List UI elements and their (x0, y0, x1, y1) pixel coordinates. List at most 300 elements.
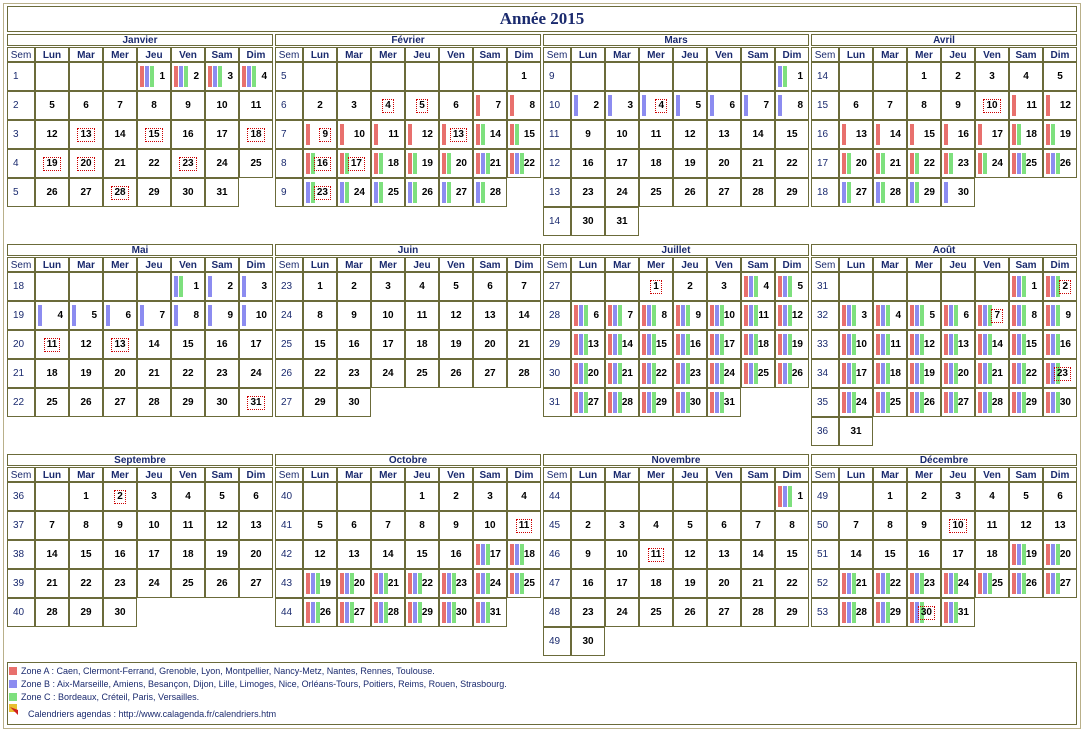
day-cell[interactable] (137, 120, 171, 149)
day-cell[interactable] (975, 540, 1009, 569)
day-cell[interactable] (405, 149, 439, 178)
day-cell[interactable] (1043, 511, 1077, 540)
day-cell[interactable] (371, 149, 405, 178)
day-cell[interactable] (103, 178, 137, 207)
day-cell[interactable] (405, 330, 439, 359)
day-cell[interactable] (69, 388, 103, 417)
day-cell[interactable] (371, 272, 405, 301)
day-cell[interactable] (775, 62, 809, 91)
day-cell[interactable] (303, 272, 337, 301)
day-cell[interactable] (103, 359, 137, 388)
day-cell[interactable] (707, 301, 741, 330)
day-cell[interactable] (707, 540, 741, 569)
day-cell[interactable] (571, 569, 605, 598)
day-cell[interactable] (907, 482, 941, 511)
day-cell[interactable] (69, 301, 103, 330)
day-cell[interactable] (337, 120, 371, 149)
day-cell[interactable] (941, 359, 975, 388)
day-cell[interactable] (171, 272, 205, 301)
day-cell[interactable] (873, 511, 907, 540)
day-cell[interactable] (405, 569, 439, 598)
day-cell[interactable] (473, 540, 507, 569)
day-cell[interactable] (1043, 388, 1077, 417)
day-cell[interactable] (673, 598, 707, 627)
day-cell[interactable] (873, 388, 907, 417)
day-cell[interactable] (405, 120, 439, 149)
day-cell[interactable] (775, 149, 809, 178)
day-cell[interactable] (605, 149, 639, 178)
day-cell[interactable] (337, 359, 371, 388)
day-cell[interactable] (439, 511, 473, 540)
day-cell[interactable] (337, 91, 371, 120)
day-cell[interactable] (673, 359, 707, 388)
day-cell[interactable] (941, 482, 975, 511)
day-cell[interactable] (673, 91, 707, 120)
day-cell[interactable] (707, 598, 741, 627)
day-cell[interactable] (337, 511, 371, 540)
day-cell[interactable] (205, 511, 239, 540)
day-cell[interactable] (35, 149, 69, 178)
day-cell[interactable] (707, 388, 741, 417)
day-cell[interactable] (137, 359, 171, 388)
day-cell[interactable] (673, 178, 707, 207)
day-cell[interactable] (439, 120, 473, 149)
day-cell[interactable] (439, 359, 473, 388)
day-cell[interactable] (303, 178, 337, 207)
day-cell[interactable] (1043, 301, 1077, 330)
day-cell[interactable] (873, 149, 907, 178)
day-cell[interactable] (439, 178, 473, 207)
day-cell[interactable] (673, 149, 707, 178)
day-cell[interactable] (571, 91, 605, 120)
day-cell[interactable] (507, 301, 541, 330)
day-cell[interactable] (839, 569, 873, 598)
day-cell[interactable] (975, 359, 1009, 388)
day-cell[interactable] (941, 62, 975, 91)
day-cell[interactable] (69, 178, 103, 207)
day-cell[interactable] (507, 330, 541, 359)
day-cell[interactable] (405, 178, 439, 207)
day-cell[interactable] (707, 149, 741, 178)
day-cell[interactable] (839, 540, 873, 569)
day-cell[interactable] (839, 359, 873, 388)
day-cell[interactable] (775, 91, 809, 120)
day-cell[interactable] (171, 62, 205, 91)
day-cell[interactable] (405, 540, 439, 569)
day-cell[interactable] (775, 301, 809, 330)
day-cell[interactable] (473, 272, 507, 301)
day-cell[interactable] (239, 388, 273, 417)
day-cell[interactable] (571, 120, 605, 149)
day-cell[interactable] (1009, 482, 1043, 511)
day-cell[interactable] (35, 330, 69, 359)
day-cell[interactable] (303, 540, 337, 569)
day-cell[interactable] (473, 178, 507, 207)
day-cell[interactable] (371, 330, 405, 359)
day-cell[interactable] (975, 120, 1009, 149)
day-cell[interactable] (239, 482, 273, 511)
day-cell[interactable] (873, 301, 907, 330)
day-cell[interactable] (205, 540, 239, 569)
day-cell[interactable] (439, 540, 473, 569)
day-cell[interactable] (907, 91, 941, 120)
day-cell[interactable] (371, 511, 405, 540)
day-cell[interactable] (171, 511, 205, 540)
day-cell[interactable] (741, 511, 775, 540)
day-cell[interactable] (171, 149, 205, 178)
day-cell[interactable] (205, 301, 239, 330)
day-cell[interactable] (941, 598, 975, 627)
day-cell[interactable] (103, 330, 137, 359)
day-cell[interactable] (605, 511, 639, 540)
day-cell[interactable] (873, 482, 907, 511)
day-cell[interactable] (35, 388, 69, 417)
day-cell[interactable] (775, 540, 809, 569)
day-cell[interactable] (473, 359, 507, 388)
day-cell[interactable] (35, 178, 69, 207)
day-cell[interactable] (775, 598, 809, 627)
day-cell[interactable] (337, 569, 371, 598)
day-cell[interactable] (473, 120, 507, 149)
day-cell[interactable] (303, 91, 337, 120)
day-cell[interactable] (1009, 330, 1043, 359)
day-cell[interactable] (605, 359, 639, 388)
day-cell[interactable] (69, 569, 103, 598)
day-cell[interactable] (337, 272, 371, 301)
day-cell[interactable] (639, 91, 673, 120)
calagenda-link[interactable]: Calendriers agendas : http://www.calagenda.fr/calendriers.htm (28, 709, 277, 719)
day-cell[interactable] (1043, 569, 1077, 598)
day-cell[interactable] (873, 569, 907, 598)
day-cell[interactable] (439, 482, 473, 511)
day-cell[interactable] (775, 482, 809, 511)
day-cell[interactable] (639, 272, 673, 301)
day-cell[interactable] (1009, 149, 1043, 178)
day-cell[interactable] (439, 272, 473, 301)
day-cell[interactable] (707, 91, 741, 120)
day-cell[interactable] (941, 120, 975, 149)
day-cell[interactable] (35, 598, 69, 627)
day-cell[interactable] (473, 149, 507, 178)
day-cell[interactable] (137, 62, 171, 91)
day-cell[interactable] (171, 359, 205, 388)
day-cell[interactable] (707, 330, 741, 359)
day-cell[interactable] (775, 178, 809, 207)
day-cell[interactable] (975, 301, 1009, 330)
day-cell[interactable] (1043, 62, 1077, 91)
day-cell[interactable] (1009, 272, 1043, 301)
day-cell[interactable] (69, 120, 103, 149)
day-cell[interactable] (405, 272, 439, 301)
day-cell[interactable] (1043, 91, 1077, 120)
day-cell[interactable] (507, 482, 541, 511)
day-cell[interactable] (303, 388, 337, 417)
day-cell[interactable] (137, 511, 171, 540)
day-cell[interactable] (371, 120, 405, 149)
day-cell[interactable] (507, 511, 541, 540)
day-cell[interactable] (507, 569, 541, 598)
day-cell[interactable] (1009, 540, 1043, 569)
day-cell[interactable] (1043, 482, 1077, 511)
day-cell[interactable] (337, 388, 371, 417)
day-cell[interactable] (975, 62, 1009, 91)
day-cell[interactable] (571, 359, 605, 388)
day-cell[interactable] (507, 272, 541, 301)
day-cell[interactable] (605, 91, 639, 120)
day-cell[interactable] (337, 540, 371, 569)
day-cell[interactable] (205, 569, 239, 598)
day-cell[interactable] (707, 178, 741, 207)
day-cell[interactable] (639, 388, 673, 417)
day-cell[interactable] (673, 569, 707, 598)
day-cell[interactable] (239, 149, 273, 178)
day-cell[interactable] (405, 511, 439, 540)
day-cell[interactable] (1043, 272, 1077, 301)
day-cell[interactable] (873, 91, 907, 120)
day-cell[interactable] (741, 272, 775, 301)
day-cell[interactable] (873, 540, 907, 569)
day-cell[interactable] (839, 388, 873, 417)
day-cell[interactable] (605, 388, 639, 417)
day-cell[interactable] (1043, 330, 1077, 359)
day-cell[interactable] (907, 149, 941, 178)
day-cell[interactable] (975, 388, 1009, 417)
day-cell[interactable] (405, 482, 439, 511)
day-cell[interactable] (907, 359, 941, 388)
day-cell[interactable] (571, 627, 605, 656)
day-cell[interactable] (303, 511, 337, 540)
day-cell[interactable] (405, 359, 439, 388)
day-cell[interactable] (337, 330, 371, 359)
day-cell[interactable] (775, 272, 809, 301)
day-cell[interactable] (673, 511, 707, 540)
day-cell[interactable] (69, 91, 103, 120)
day-cell[interactable] (605, 207, 639, 236)
day-cell[interactable] (639, 511, 673, 540)
day-cell[interactable] (839, 91, 873, 120)
day-cell[interactable] (571, 149, 605, 178)
day-cell[interactable] (941, 511, 975, 540)
day-cell[interactable] (171, 482, 205, 511)
day-cell[interactable] (873, 178, 907, 207)
day-cell[interactable] (1009, 62, 1043, 91)
day-cell[interactable] (639, 330, 673, 359)
day-cell[interactable] (907, 178, 941, 207)
day-cell[interactable] (1043, 359, 1077, 388)
day-cell[interactable] (103, 598, 137, 627)
day-cell[interactable] (975, 511, 1009, 540)
day-cell[interactable] (439, 91, 473, 120)
day-cell[interactable] (137, 301, 171, 330)
day-cell[interactable] (941, 91, 975, 120)
day-cell[interactable] (239, 330, 273, 359)
day-cell[interactable] (775, 569, 809, 598)
day-cell[interactable] (405, 598, 439, 627)
day-cell[interactable] (137, 569, 171, 598)
day-cell[interactable] (371, 569, 405, 598)
day-cell[interactable] (35, 540, 69, 569)
day-cell[interactable] (439, 149, 473, 178)
day-cell[interactable] (907, 569, 941, 598)
day-cell[interactable] (103, 120, 137, 149)
day-cell[interactable] (205, 330, 239, 359)
day-cell[interactable] (941, 301, 975, 330)
day-cell[interactable] (69, 330, 103, 359)
day-cell[interactable] (571, 388, 605, 417)
day-cell[interactable] (103, 149, 137, 178)
day-cell[interactable] (473, 482, 507, 511)
day-cell[interactable] (571, 330, 605, 359)
day-cell[interactable] (975, 91, 1009, 120)
day-cell[interactable] (741, 598, 775, 627)
day-cell[interactable] (103, 388, 137, 417)
day-cell[interactable] (873, 598, 907, 627)
day-cell[interactable] (205, 149, 239, 178)
day-cell[interactable] (639, 598, 673, 627)
day-cell[interactable] (571, 301, 605, 330)
day-cell[interactable] (839, 149, 873, 178)
day-cell[interactable] (775, 511, 809, 540)
day-cell[interactable] (673, 330, 707, 359)
day-cell[interactable] (741, 359, 775, 388)
day-cell[interactable] (907, 330, 941, 359)
day-cell[interactable] (103, 540, 137, 569)
day-cell[interactable] (171, 120, 205, 149)
day-cell[interactable] (507, 149, 541, 178)
day-cell[interactable] (69, 540, 103, 569)
day-cell[interactable] (69, 359, 103, 388)
day-cell[interactable] (303, 301, 337, 330)
day-cell[interactable] (1009, 120, 1043, 149)
day-cell[interactable] (707, 359, 741, 388)
day-cell[interactable] (907, 301, 941, 330)
day-cell[interactable] (303, 569, 337, 598)
day-cell[interactable] (639, 569, 673, 598)
day-cell[interactable] (371, 91, 405, 120)
day-cell[interactable] (205, 388, 239, 417)
day-cell[interactable] (137, 482, 171, 511)
day-cell[interactable] (707, 272, 741, 301)
day-cell[interactable] (839, 417, 873, 446)
day-cell[interactable] (205, 272, 239, 301)
day-cell[interactable] (205, 359, 239, 388)
day-cell[interactable] (239, 569, 273, 598)
day-cell[interactable] (873, 330, 907, 359)
day-cell[interactable] (975, 149, 1009, 178)
day-cell[interactable] (35, 569, 69, 598)
day-cell[interactable] (839, 120, 873, 149)
day-cell[interactable] (303, 330, 337, 359)
day-cell[interactable] (1009, 388, 1043, 417)
day-cell[interactable] (137, 330, 171, 359)
day-cell[interactable] (473, 301, 507, 330)
day-cell[interactable] (303, 120, 337, 149)
day-cell[interactable] (941, 330, 975, 359)
day-cell[interactable] (171, 569, 205, 598)
day-cell[interactable] (907, 598, 941, 627)
day-cell[interactable] (941, 149, 975, 178)
day-cell[interactable] (439, 301, 473, 330)
day-cell[interactable] (239, 91, 273, 120)
day-cell[interactable] (507, 359, 541, 388)
day-cell[interactable] (337, 178, 371, 207)
day-cell[interactable] (605, 598, 639, 627)
day-cell[interactable] (1009, 569, 1043, 598)
day-cell[interactable] (439, 569, 473, 598)
day-cell[interactable] (1009, 359, 1043, 388)
day-cell[interactable] (775, 120, 809, 149)
day-cell[interactable] (1043, 149, 1077, 178)
day-cell[interactable] (1043, 120, 1077, 149)
day-cell[interactable] (1009, 91, 1043, 120)
day-cell[interactable] (907, 62, 941, 91)
day-cell[interactable] (673, 301, 707, 330)
day-cell[interactable] (35, 359, 69, 388)
day-cell[interactable] (1009, 301, 1043, 330)
day-cell[interactable] (69, 598, 103, 627)
day-cell[interactable] (673, 120, 707, 149)
day-cell[interactable] (571, 511, 605, 540)
day-cell[interactable] (137, 91, 171, 120)
day-cell[interactable] (239, 272, 273, 301)
day-cell[interactable] (571, 207, 605, 236)
day-cell[interactable] (775, 359, 809, 388)
day-cell[interactable] (639, 359, 673, 388)
day-cell[interactable] (171, 388, 205, 417)
day-cell[interactable] (775, 330, 809, 359)
day-cell[interactable] (103, 511, 137, 540)
day-cell[interactable] (69, 149, 103, 178)
day-cell[interactable] (741, 301, 775, 330)
day-cell[interactable] (707, 569, 741, 598)
day-cell[interactable] (371, 178, 405, 207)
day-cell[interactable] (103, 91, 137, 120)
day-cell[interactable] (371, 598, 405, 627)
day-cell[interactable] (907, 388, 941, 417)
day-cell[interactable] (507, 62, 541, 91)
day-cell[interactable] (741, 540, 775, 569)
day-cell[interactable] (975, 330, 1009, 359)
day-cell[interactable] (941, 569, 975, 598)
day-cell[interactable] (907, 120, 941, 149)
day-cell[interactable] (371, 359, 405, 388)
day-cell[interactable] (1009, 511, 1043, 540)
day-cell[interactable] (605, 569, 639, 598)
day-cell[interactable] (137, 388, 171, 417)
day-cell[interactable] (205, 91, 239, 120)
day-cell[interactable] (741, 569, 775, 598)
day-cell[interactable] (337, 301, 371, 330)
day-cell[interactable] (571, 598, 605, 627)
day-cell[interactable] (239, 540, 273, 569)
day-cell[interactable] (473, 91, 507, 120)
day-cell[interactable] (839, 330, 873, 359)
day-cell[interactable] (907, 511, 941, 540)
day-cell[interactable] (605, 330, 639, 359)
day-cell[interactable] (371, 301, 405, 330)
day-cell[interactable] (137, 540, 171, 569)
day-cell[interactable] (239, 120, 273, 149)
day-cell[interactable] (303, 149, 337, 178)
day-cell[interactable] (405, 301, 439, 330)
day-cell[interactable] (507, 120, 541, 149)
day-cell[interactable] (639, 120, 673, 149)
day-cell[interactable] (239, 62, 273, 91)
day-cell[interactable] (205, 178, 239, 207)
day-cell[interactable] (473, 598, 507, 627)
day-cell[interactable] (941, 540, 975, 569)
day-cell[interactable] (707, 511, 741, 540)
